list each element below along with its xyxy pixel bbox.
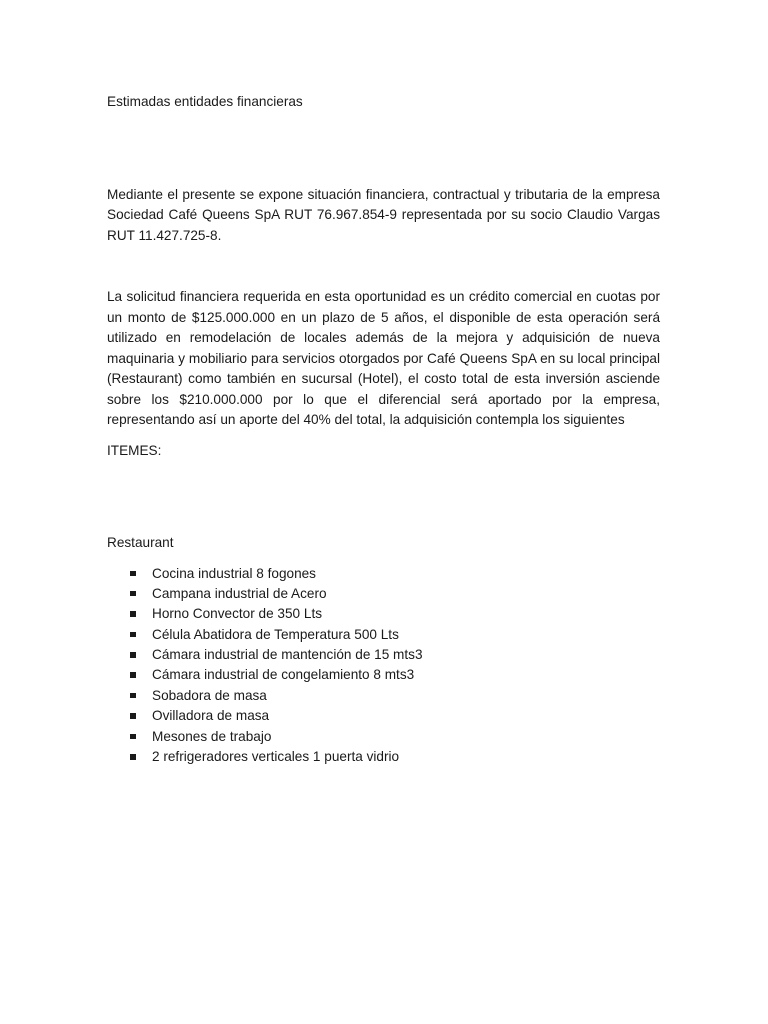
list-item-text: Sobadora de masa — [152, 687, 267, 703]
list-item-text: Cámara industrial de congelamiento 8 mts3 — [152, 667, 415, 683]
list-item — [107, 706, 660, 726]
square-bullet-icon — [130, 693, 136, 699]
list-item — [107, 564, 660, 584]
list-item-text: Cámara industrial de mantención de 15 mts3 — [152, 647, 423, 663]
restaurant-items-list — [107, 564, 660, 768]
list-item-text: Célula Abatidora de Temperatura 500 Lts — [152, 626, 399, 642]
square-bullet-icon — [130, 571, 136, 577]
square-bullet-icon — [130, 754, 136, 760]
square-bullet-icon — [130, 632, 136, 638]
square-bullet-icon — [130, 713, 136, 719]
list-item — [107, 604, 660, 624]
list-item-text: 2 refrigeradores verticales 1 puerta vidrio — [152, 749, 400, 765]
square-bullet-icon — [130, 652, 136, 658]
list-item-text: Mesones de trabajo — [152, 728, 272, 744]
list-item — [107, 686, 660, 706]
list-item — [107, 665, 660, 685]
square-bullet-icon — [130, 611, 136, 617]
salutation: Estimadas entidades financieras — [107, 94, 303, 109]
intro-paragraph: Mediante el presente se expone situación financiera, contractual y tributaria de la empresa Sociedad Café Queens SpA RUT 76.967.854-9 representada por su socio Claudio Vargas RUT 11.427.725-8. — [107, 186, 660, 243]
list-item — [107, 584, 660, 604]
square-bullet-icon — [130, 672, 136, 678]
list-item-text: Campana industrial de Acero — [152, 585, 327, 601]
list-item-text: Horno Convector de 350 Lts — [152, 606, 323, 622]
list-item-text: Cocina industrial 8 fogones — [152, 565, 316, 581]
items-heading: ITEMES: — [107, 442, 162, 458]
list-item — [107, 727, 660, 747]
list-item — [107, 625, 660, 645]
list-item — [107, 747, 660, 767]
square-bullet-icon — [130, 591, 136, 597]
square-bullet-icon — [130, 734, 136, 740]
request-paragraph: La solicitud financiera requerida en esta oportunidad es un crédito comercial en cuotas por un monto de $125.000.000 en un plazo de 5 años, el disponible de esta operación será utilizado en remodelación de locales además de la mejora y adquisición de nueva maquinaria y mobiliario para servicios otorgados por Café Queens SpA en su local principal (Restaurant) como también en sucursal (Hotel), el costo total de esta inversión asciende sobre los $210.000.000 por lo que el diferencial será aportado por la empresa, representando así un aporte del 40% del total, la adquisición contempla los siguientes — [107, 289, 660, 427]
list-item-text: Ovilladora de masa — [152, 708, 270, 724]
document-body — [107, 92, 660, 767]
list-item — [107, 645, 660, 665]
section-title-restaurant: Restaurant — [107, 535, 174, 550]
